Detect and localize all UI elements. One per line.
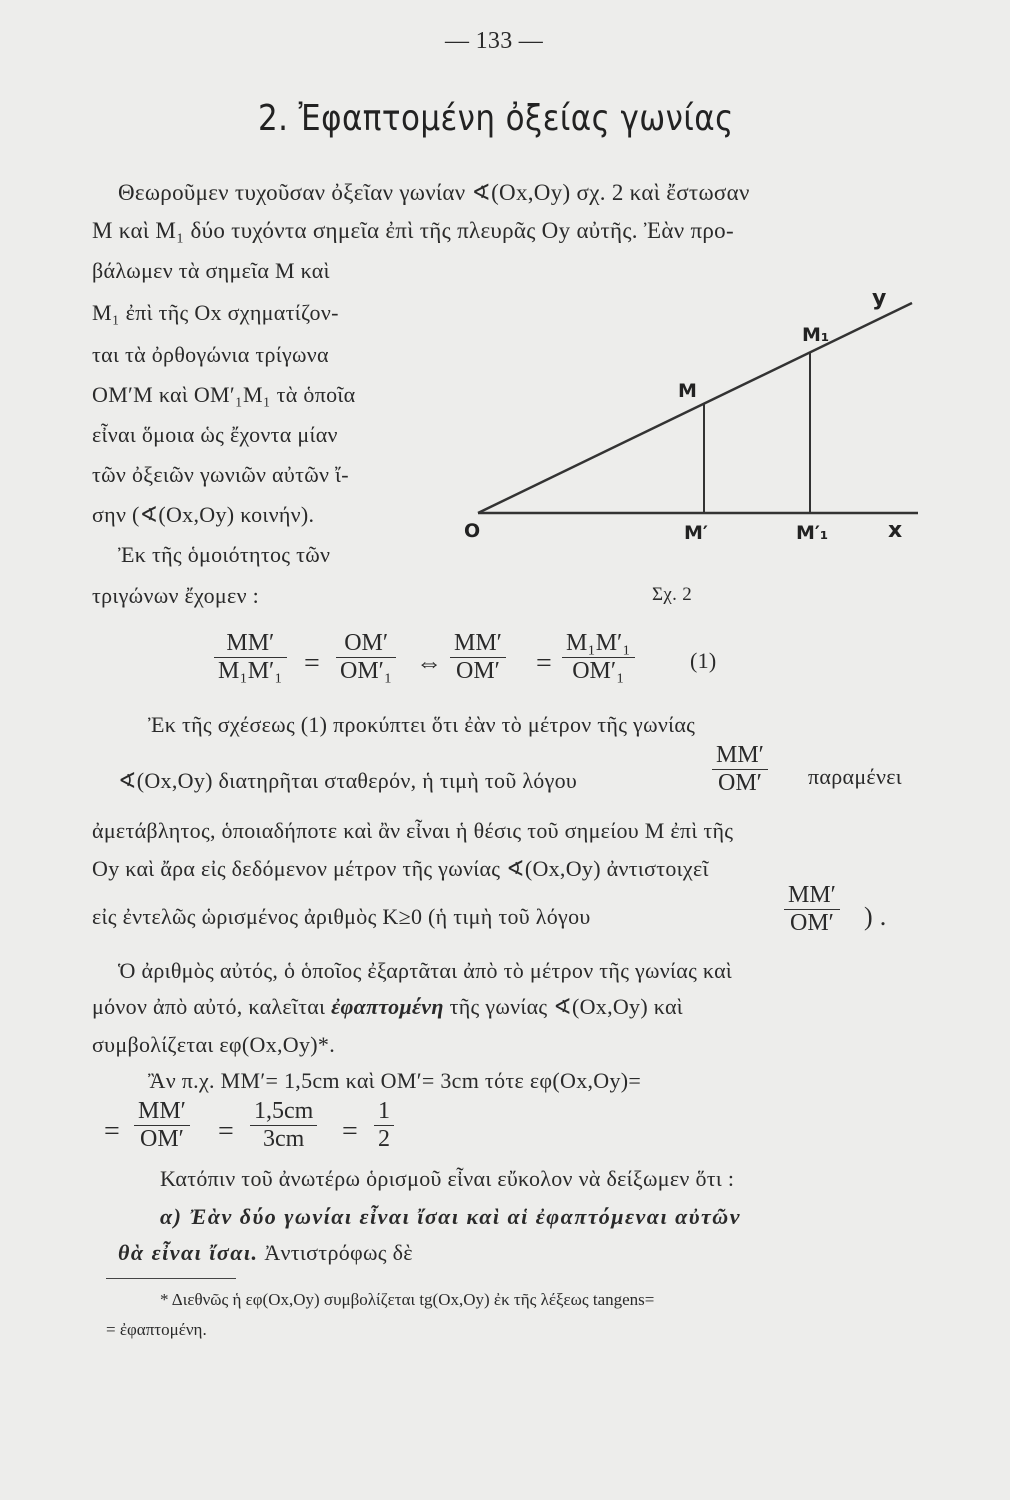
example-f2-num: 1,5cm: [254, 1098, 314, 1124]
label-m1: M₁: [802, 324, 830, 346]
example-f2-den: 3cm: [250, 1125, 317, 1153]
para2-line-3: ἀμετάβλητος, ὁποιαδήποτε καὶ ἂν εἶναι ἡ θέσις τοῦ σημείου M ἐπὶ τῆς: [92, 818, 734, 843]
para3-line-2c: τῆς γωνίας ∢(Ox,Oy) καὶ: [449, 994, 684, 1019]
eq1-f1-den: M₁M′₁: [214, 657, 287, 685]
label-x: x: [888, 518, 903, 543]
label-o: O: [464, 520, 481, 542]
eq1-fraction-4: [562, 630, 635, 685]
eq1-equals-2: =: [536, 648, 552, 679]
example-fraction-3: [374, 1098, 394, 1153]
para2-frac-num: MM′: [716, 742, 764, 768]
intro-line-3: βάλωμεν τὰ σημεῖα M καὶ: [92, 258, 330, 283]
footnote-separator: [106, 1278, 236, 1279]
page-number: — 133 —: [445, 28, 544, 54]
example-fraction-1: [134, 1098, 190, 1153]
para3-line-2a: μόνον ἀπὸ αὐτό, καλεῖται: [92, 994, 326, 1019]
intro-line-9: σην (∢(Ox,Oy) κοινήν).: [92, 502, 315, 527]
label-m1-prime: M′₁: [796, 522, 829, 544]
intro-line-2: M καὶ M₁ δύο τυχόντα σημεῖα ἐπὶ τῆς πλευρᾶς Oy αὐτῆς. Ἐὰν προ-: [92, 218, 734, 243]
intro-line-11: τριγώνων ἔχομεν :: [92, 583, 260, 608]
para3-line-2: [92, 994, 683, 1020]
eq1-tag: (1): [690, 648, 717, 673]
example-line-1: Ἂν π.χ. MM′= 1,5cm καὶ OM′= 3cm τότε εφ(Ox,Oy)=: [148, 1068, 642, 1093]
eq1-f3-num: MM′: [454, 630, 502, 656]
para2-frac-den: OM′: [712, 769, 768, 797]
eq1-f3-den: OM′: [450, 657, 506, 685]
eq1-equals-1: =: [304, 648, 320, 679]
eq1-f4-den: OM′₁: [562, 657, 635, 685]
example-f1-den: OM′: [134, 1125, 190, 1153]
para4-line-3a: θὰ εἶναι ἴσαι.: [118, 1240, 259, 1265]
intro-line-7: εἶναι ὅμοια ὡς ἔχοντα μίαν: [92, 422, 338, 447]
oy-ray-line: [478, 303, 912, 513]
eq1-fraction-1: [214, 630, 287, 685]
para2-line-2b: παραμένει: [808, 764, 902, 789]
eq1-f4-num: M₁M′₁: [566, 630, 631, 656]
example-lead-equals: =: [104, 1116, 120, 1147]
eq1-f1-num: MM′: [226, 630, 275, 656]
para3-line-3: συμβολίζεται εφ(Ox,Oy)*.: [92, 1032, 336, 1057]
eq1-fraction-3: [450, 630, 506, 685]
example-equals-1: =: [218, 1116, 234, 1147]
example-f3-num: 1: [378, 1098, 390, 1124]
label-m-prime: M′: [684, 522, 708, 544]
eq1-f2-den: OM′₁: [336, 657, 396, 685]
para2-frac2-den: OM′: [784, 909, 840, 937]
para2-line-4: Oy καὶ ἄρα εἰς δεδόμενον μέτρον τῆς γωνίας ∢(Ox,Oy) ἀντιστοιχεῖ: [92, 856, 709, 881]
para2-line-1: Ἐκ τῆς σχέσεως (1) προκύπτει ὅτι ἐὰν τὸ μέτρον τῆς γωνίας: [148, 712, 696, 737]
para3-line-1: Ὁ ἀριθμὸς αὐτός, ὁ ὁποῖος ἐξαρτᾶται ἀπὸ τὸ μέτρον τῆς γωνίας καὶ: [118, 958, 733, 983]
intro-line-1: Θεωροῦμεν τυχοῦσαν ὀξεῖαν γωνίαν ∢(Ox,Oy) σχ. 2 καὶ ἔστωσαν: [118, 180, 750, 205]
label-y: y: [872, 286, 887, 311]
para2-line-5b: ) .: [864, 902, 887, 931]
term-efaptomeni: ἐφαπτομένη: [331, 994, 444, 1019]
intro-line-4: M₁ ἐπὶ τῆς Ox σχηματίζον-: [92, 300, 339, 325]
para2-line-2a: ∢(Ox,Oy) διατηρῆται σταθερόν, ἡ τιμὴ τοῦ λόγου: [118, 768, 578, 793]
eq1-f2-num: OM′: [344, 630, 389, 656]
label-m: M: [678, 380, 697, 402]
para4-line-3: [118, 1240, 413, 1266]
intro-line-6: OM′M καὶ OM′₁M₁ τὰ ὁποῖα: [92, 382, 356, 407]
example-f3-den: 2: [374, 1125, 394, 1153]
example-f1-num: MM′: [138, 1098, 186, 1124]
para4-line-2: α) Ἐὰν δύο γωνίαι εἶναι ἴσαι καὶ αἱ ἐφαπτόμεναι αὐτῶν: [160, 1204, 741, 1229]
para2-frac2-num: MM′: [788, 882, 836, 908]
para4-line-1: Κατόπιν τοῦ ἀνωτέρω ὁρισμοῦ εἶναι εὔκολον νὰ δείξωμεν ὅτι :: [160, 1166, 735, 1191]
eq1-fraction-2: [336, 630, 396, 685]
section-title: 2. Ἐφαπτομένη ὀξείας γωνίας: [258, 98, 734, 139]
eq1-equivalence-arrow: ⇔: [416, 648, 442, 677]
example-fraction-2: [250, 1098, 317, 1153]
para2-ratio-fraction-2: [784, 882, 840, 937]
footnote-line-2: = ἐφαπτομένη.: [106, 1320, 207, 1339]
footnote-line-1: * Διεθνῶς ἡ εφ(Ox,Oy) συμβολίζεται tg(Ox,Oy) ἐκ τῆς λέξεως tangens=: [160, 1290, 655, 1309]
para2-ratio-fraction: [712, 742, 768, 797]
example-equals-2: =: [342, 1116, 358, 1147]
figure-caption: Σχ. 2: [652, 584, 692, 605]
figure-2-diagram: [460, 275, 940, 545]
para4-line-3b: Ἀντιστρόφως δὲ: [264, 1240, 413, 1265]
para2-line-5a: εἰς ἐντελῶς ὡρισμένος ἀριθμὸς K≥0 (ἡ τιμὴ τοῦ λόγου: [92, 904, 591, 929]
intro-line-5: ται τὰ ὀρθογώνια τρίγωνα: [92, 342, 329, 367]
intro-line-10: Ἐκ τῆς ὁμοιότητος τῶν: [118, 542, 331, 567]
intro-line-8: τῶν ὀξειῶν γωνιῶν αὐτῶν ἴ-: [92, 462, 349, 487]
